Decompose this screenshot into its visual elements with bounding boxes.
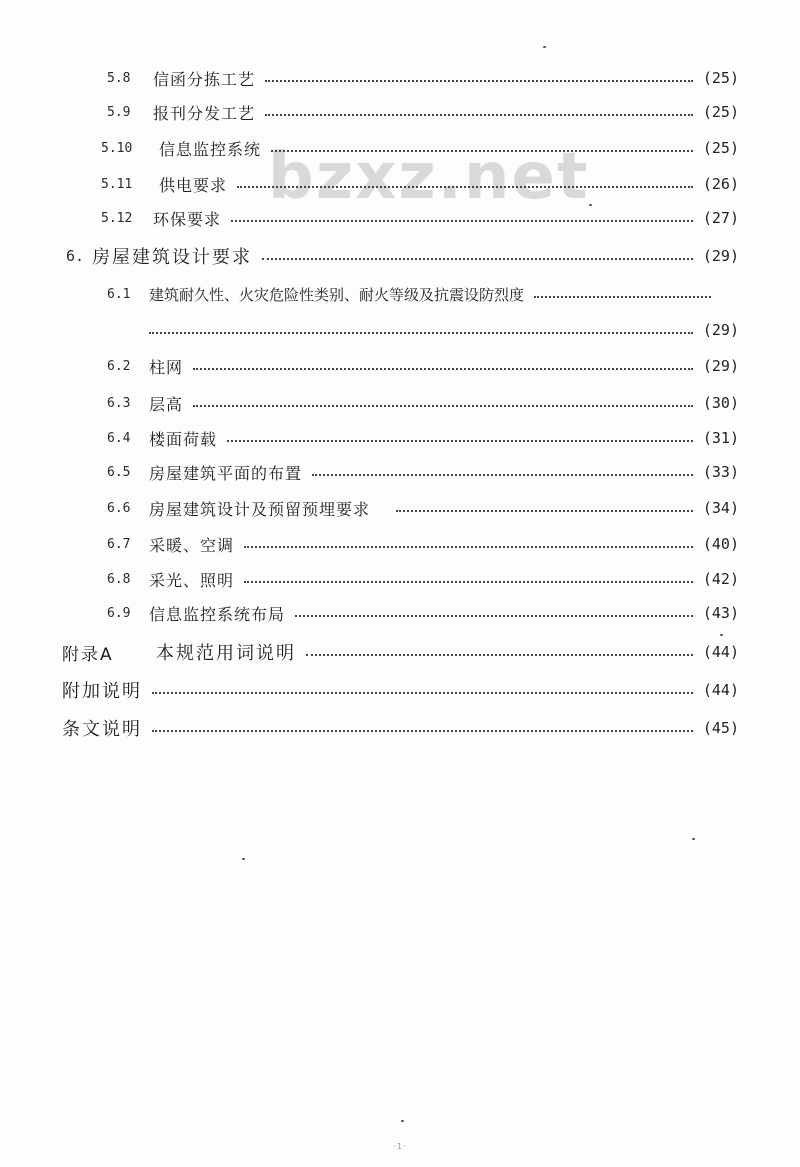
- toc-entry-6-1[interactable]: [107, 280, 721, 308]
- toc-entry-title: 附加说明: [62, 681, 142, 702]
- toc-entry-page: (27): [702, 209, 739, 227]
- dot-leader: [149, 330, 693, 334]
- toc-entry-title: 建筑耐久性、火灾危险性类别、耐火等级及抗震设防烈度: [149, 285, 525, 304]
- toc-entry-6-2[interactable]: [107, 352, 739, 380]
- toc-entry-page: (45): [702, 719, 739, 737]
- toc-entry-6-5[interactable]: [107, 458, 739, 486]
- scan-speck: [401, 1120, 404, 1122]
- scan-speck: [589, 204, 592, 206]
- toc-entry-page: (44): [702, 681, 739, 699]
- toc-entry-page: (29): [702, 357, 739, 375]
- toc-entry-6[interactable]: [66, 242, 739, 270]
- toc-entry-title: 采光、照明: [149, 570, 235, 590]
- scan-speck: [692, 838, 695, 840]
- toc-entry-number: 5.8: [107, 70, 131, 86]
- toc-entry-number: 6.8: [107, 571, 131, 587]
- toc-entry-number: 6.3: [107, 395, 131, 411]
- toc-entry-title: 房屋建筑平面的布置: [149, 463, 303, 483]
- toc-entry-number: 5.10: [101, 140, 133, 156]
- toc-entry-number: 6.7: [107, 536, 131, 552]
- toc-entry-number: 6.1: [107, 286, 131, 302]
- toc-entry-page: (42): [702, 570, 739, 588]
- toc-entry-number: 6.9: [107, 605, 131, 621]
- toc-entry-number: 5.11: [101, 176, 133, 192]
- toc-entry-6-4[interactable]: [107, 424, 739, 452]
- toc-entry-page: (40): [702, 535, 739, 553]
- toc-entry-5-9[interactable]: [107, 98, 739, 126]
- toc-entry-page: (25): [702, 69, 739, 87]
- toc-entry-6-6[interactable]: [107, 494, 739, 522]
- toc-entry-page: (25): [702, 103, 739, 121]
- toc-entry-5-8[interactable]: [107, 64, 739, 92]
- toc-entry-title: 房屋建筑设计及预留预埋要求: [149, 499, 371, 519]
- toc-entry-title: 信函分拣工艺: [153, 69, 256, 89]
- toc-entry-6-8[interactable]: [107, 565, 739, 593]
- scan-speck: [720, 634, 723, 636]
- scan-speck: [543, 46, 546, 48]
- toc-entry-title: 环保要求: [153, 209, 222, 229]
- toc-entry-number: 6.6: [107, 500, 131, 516]
- dot-leader: [227, 438, 693, 442]
- toc-entry-title: 条文说明: [62, 719, 142, 740]
- toc-entry-title: 信息监控系统布局: [149, 604, 286, 624]
- toc-entry-number: 6.: [66, 247, 85, 265]
- dot-leader: [244, 579, 693, 583]
- dot-leader: [534, 294, 711, 298]
- toc-entry-number: 6.5: [107, 464, 131, 480]
- toc-entry-number: 附录A: [62, 644, 114, 665]
- toc-entry-title: 采暖、空调: [149, 535, 235, 555]
- dot-leader: [152, 728, 693, 732]
- toc-entry-page: (30): [702, 394, 739, 412]
- toc-entry-page: (44): [702, 643, 739, 661]
- toc-entry-title: 本规范用词说明: [156, 643, 296, 664]
- toc-entry-number: 5.9: [107, 104, 131, 120]
- toc-entry-title: 信息监控系统: [159, 139, 262, 159]
- dot-leader: [231, 218, 693, 222]
- toc-entry-number: 6.4: [107, 430, 131, 446]
- dot-leader: [244, 544, 693, 548]
- toc-entry-title: 房屋建筑设计要求: [92, 247, 252, 268]
- toc-entry-appendix-a[interactable]: [62, 638, 739, 666]
- dot-leader: [265, 78, 693, 82]
- toc-entry-page: (33): [702, 463, 739, 481]
- dot-leader: [193, 366, 693, 370]
- dot-leader: [193, 403, 693, 407]
- dot-leader: [262, 256, 693, 260]
- dot-leader: [306, 652, 693, 656]
- toc-entry-page: (26): [702, 175, 739, 193]
- dot-leader: [295, 613, 693, 617]
- toc-entry-title: 供电要求: [159, 175, 228, 195]
- dot-leader: [312, 472, 693, 476]
- toc-entry-title: 楼面荷载: [149, 429, 218, 449]
- dot-leader: [396, 508, 693, 512]
- toc-entry-6-1-continued[interactable]: [149, 316, 739, 344]
- toc-entry-number: 6.2: [107, 358, 131, 374]
- toc-entry-page: (25): [702, 139, 739, 157]
- toc-entry-page: (34): [702, 499, 739, 517]
- toc-entry-6-7[interactable]: [107, 530, 739, 558]
- toc-entry-page: (43): [702, 604, 739, 622]
- toc-entry-page: (29): [702, 247, 739, 265]
- toc-entry-additional-notes[interactable]: [62, 676, 739, 704]
- toc-entry-6-9[interactable]: [107, 599, 739, 627]
- toc-entry-page: (29): [702, 321, 739, 339]
- scan-speck: [242, 858, 245, 860]
- toc-entry-title: 层高: [149, 394, 184, 414]
- toc-entry-5-12[interactable]: [101, 204, 739, 232]
- toc-entry-5-11[interactable]: [101, 170, 739, 198]
- dot-leader: [152, 690, 693, 694]
- dot-leader: [237, 184, 693, 188]
- toc-entry-page: (31): [702, 429, 739, 447]
- toc-entry-5-10[interactable]: [101, 134, 739, 162]
- dot-leader: [265, 112, 693, 116]
- page-footer: ·1·: [393, 1142, 407, 1151]
- toc-entry-title: 报刊分发工艺: [153, 103, 256, 123]
- toc-entry-clause-explanation[interactable]: [62, 714, 739, 742]
- watermark: bzxz.net: [268, 140, 590, 214]
- toc-entry-title: 柱网: [149, 357, 184, 377]
- toc-entry-6-3[interactable]: [107, 389, 739, 417]
- toc-entry-number: 5.12: [101, 210, 133, 226]
- dot-leader: [271, 148, 693, 152]
